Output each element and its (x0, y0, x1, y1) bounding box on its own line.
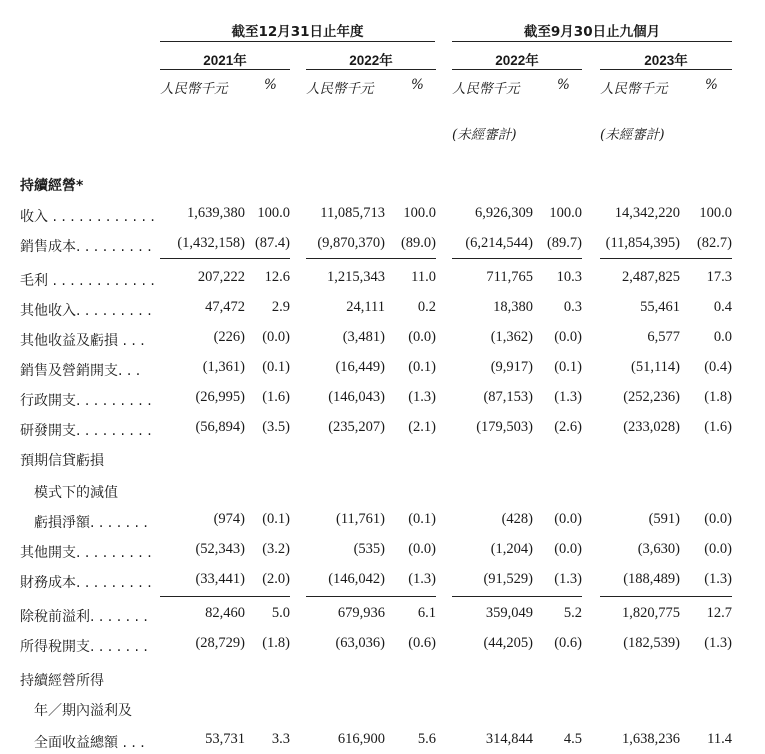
row-label: 毛利 . . . . . . . . . . . . (20, 273, 155, 289)
cell-amount-2022: (235,207) (328, 419, 385, 435)
cell-pct-2022-nine-months: (0.6) (554, 635, 582, 651)
cell-pct-2021: (2.0) (262, 571, 290, 587)
cell-amount-2021: 47,472 (205, 299, 245, 315)
cell-amount-2023-nine-months: 6,577 (647, 329, 680, 345)
cell-pct-2023-nine-months: 11.4 (707, 731, 732, 747)
subtotal-rule (306, 596, 436, 597)
cell-pct-2022-nine-months: (1.3) (554, 571, 582, 587)
cell-pct-2022: (0.1) (408, 359, 436, 375)
cell-pct-2023-nine-months: 17.3 (706, 269, 732, 285)
cell-pct-2021: 12.6 (264, 269, 290, 285)
cell-amount-2022-nine-months: (9,917) (490, 359, 533, 375)
cell-amount-2021: 53,731 (205, 731, 245, 747)
section-title-continuing-operations: 持續經營* (20, 178, 84, 194)
row-label: 所得稅開支. . . . . . . (20, 639, 148, 655)
cell-amount-2021: (28,729) (195, 635, 245, 651)
cell-pct-2022: (0.1) (408, 511, 436, 527)
cell-pct-2022: (0.0) (408, 329, 436, 345)
group-title-year-end: 截至12月31日止年度 (231, 24, 364, 40)
cell-amount-2021: (56,894) (195, 419, 245, 435)
cell-pct-2023-nine-months: 0.0 (713, 329, 732, 345)
row-label: 模式下的減值 (34, 485, 118, 501)
cell-pct-2022-nine-months: (1.3) (554, 389, 582, 405)
cell-pct-2021: 3.3 (271, 731, 290, 747)
cell-amount-2022-nine-months: (1,204) (490, 541, 533, 557)
cell-pct-2022-nine-months: 100.0 (549, 205, 582, 221)
row-label: 收入 . . . . . . . . . . . . (20, 209, 155, 225)
cell-amount-2023-nine-months: (252,236) (623, 389, 680, 405)
cell-amount-2021: (52,343) (195, 541, 245, 557)
row-label: 研發開支. . . . . . . . . (20, 423, 152, 439)
cell-pct-2022-nine-months: (0.1) (554, 359, 582, 375)
year-header-2022-nine-months: 2022年 (495, 53, 539, 68)
unaudited-note-2023: (未經審計) (600, 127, 665, 143)
group-title-nine-months: 截至9月30日止九個月 (523, 24, 661, 40)
cell-amount-2021: (974) (213, 511, 245, 527)
cell-pct-2022-nine-months: 5.2 (563, 605, 582, 621)
cell-amount-2022: (9,870,370) (317, 235, 385, 251)
cell-pct-2023-nine-months: (0.4) (704, 359, 732, 375)
cell-pct-2022: (0.6) (408, 635, 436, 651)
cell-amount-2022-nine-months: (6,214,544) (465, 235, 533, 251)
cell-amount-2022: (535) (353, 541, 385, 557)
year-header-2021: 2021年 (203, 53, 247, 68)
cell-amount-2021: 207,222 (197, 269, 245, 285)
cell-amount-2022: 11,085,713 (320, 205, 385, 221)
unit-pct-2022-nine-months: % (557, 77, 570, 93)
row-label: 其他開支. . . . . . . . . (20, 545, 152, 561)
unit-amount-2022-nine-months: 人民幣千元 (452, 81, 520, 97)
cell-amount-2022-nine-months: 18,380 (493, 299, 533, 315)
subtotal-rule (160, 596, 290, 597)
cell-amount-2021: (1,361) (202, 359, 245, 375)
cell-pct-2022-nine-months: 10.3 (556, 269, 582, 285)
cell-amount-2022: (11,761) (336, 511, 385, 527)
cell-amount-2023-nine-months: 2,487,825 (622, 269, 680, 285)
cell-amount-2023-nine-months: 1,820,775 (622, 605, 680, 621)
cell-pct-2022-nine-months: (0.0) (554, 329, 582, 345)
unit-pct-2022: % (411, 77, 424, 93)
subtotal-rule (452, 596, 582, 597)
cell-pct-2022: (1.3) (408, 389, 436, 405)
cell-amount-2022-nine-months: (91,529) (483, 571, 533, 587)
cell-amount-2023-nine-months: (51,114) (631, 359, 680, 375)
cell-amount-2022: 679,936 (337, 605, 385, 621)
group-rule-year-end (160, 41, 435, 42)
subtotal-rule (600, 596, 732, 597)
cell-pct-2021: (1.8) (262, 635, 290, 651)
unaudited-note-2022: (未經審計) (452, 127, 517, 143)
cell-amount-2022: (16,449) (335, 359, 385, 375)
cell-pct-2021: 2.9 (271, 299, 290, 315)
cell-amount-2022-nine-months: (179,503) (476, 419, 533, 435)
subtotal-rule (600, 258, 732, 259)
cell-pct-2022: 5.6 (417, 731, 436, 747)
year-header-2023-nine-months: 2023年 (644, 53, 688, 68)
cell-amount-2022-nine-months: 6,926,309 (475, 205, 533, 221)
subtotal-rule (306, 258, 436, 259)
cell-amount-2023-nine-months: (11,854,395) (605, 235, 680, 251)
cell-pct-2022-nine-months: (0.0) (554, 511, 582, 527)
cell-pct-2022: (89.0) (400, 235, 436, 251)
cell-amount-2022-nine-months: (44,205) (483, 635, 533, 651)
cell-pct-2021: (0.1) (262, 359, 290, 375)
cell-amount-2023-nine-months: (182,539) (623, 635, 680, 651)
cell-pct-2021: 5.0 (271, 605, 290, 621)
unit-pct-2021: % (264, 77, 277, 93)
cell-amount-2022-nine-months: (1,362) (490, 329, 533, 345)
cell-pct-2023-nine-months: (0.0) (704, 511, 732, 527)
subtotal-rule (452, 258, 582, 259)
cell-pct-2023-nine-months: (82.7) (696, 235, 732, 251)
year-rule-2022 (306, 69, 436, 70)
subtotal-rule (160, 258, 290, 259)
cell-amount-2022-nine-months: 359,049 (485, 605, 533, 621)
cell-pct-2022-nine-months: 0.3 (563, 299, 582, 315)
cell-amount-2021: 82,460 (205, 605, 245, 621)
cell-pct-2023-nine-months: 12.7 (706, 605, 732, 621)
cell-amount-2023-nine-months: 55,461 (640, 299, 680, 315)
row-label: 預期信貸虧損 (20, 453, 104, 469)
unit-pct-2023-nine-months: % (705, 77, 718, 93)
row-label: 財務成本. . . . . . . . . (20, 575, 152, 591)
cell-amount-2021: (1,432,158) (177, 235, 245, 251)
cell-amount-2022: (3,481) (342, 329, 385, 345)
cell-amount-2023-nine-months: (3,630) (637, 541, 680, 557)
row-label: 銷售成本. . . . . . . . . (20, 239, 152, 255)
cell-pct-2023-nine-months: (0.0) (704, 541, 732, 557)
cell-amount-2022-nine-months: 711,765 (486, 269, 533, 285)
cell-pct-2022: (1.3) (408, 571, 436, 587)
cell-amount-2022: 1,215,343 (327, 269, 385, 285)
unit-amount-2022: 人民幣千元 (306, 81, 374, 97)
cell-pct-2022-nine-months: (89.7) (546, 235, 582, 251)
row-label: 全面收益總額 . . . (34, 735, 145, 751)
cell-amount-2023-nine-months: 14,342,220 (614, 205, 680, 221)
cell-pct-2023-nine-months: (1.3) (704, 571, 732, 587)
year-header-2022: 2022年 (349, 53, 393, 68)
cell-pct-2022: 0.2 (417, 299, 436, 315)
cell-amount-2022: 24,111 (346, 299, 385, 315)
unit-amount-2021: 人民幣千元 (160, 81, 228, 97)
cell-pct-2021: 100.0 (257, 205, 290, 221)
cell-pct-2022: 6.1 (417, 605, 436, 621)
row-label: 除稅前溢利. . . . . . . (20, 609, 148, 625)
year-rule-2023-nine-months (600, 69, 732, 70)
cell-amount-2022: (146,042) (328, 571, 385, 587)
cell-amount-2021: (226) (213, 329, 245, 345)
year-rule-2022-nine-months (452, 69, 582, 70)
cell-pct-2022: 11.0 (411, 269, 436, 285)
row-label: 其他收入. . . . . . . . . (20, 303, 152, 319)
cell-amount-2023-nine-months: (188,489) (623, 571, 680, 587)
cell-amount-2021: (26,995) (195, 389, 245, 405)
year-rule-2021 (160, 69, 290, 70)
row-label: 行政開支. . . . . . . . . (20, 393, 152, 409)
row-label: 年／期內溢利及 (34, 703, 132, 719)
row-label: 銷售及營銷開支. . . (20, 363, 141, 379)
cell-amount-2021: (33,441) (195, 571, 245, 587)
cell-pct-2021: (3.5) (262, 419, 290, 435)
row-label: 其他收益及虧損 . . . (20, 333, 145, 349)
cell-amount-2022: (63,036) (335, 635, 385, 651)
cell-pct-2022-nine-months: 4.5 (563, 731, 582, 747)
cell-amount-2023-nine-months: (233,028) (623, 419, 680, 435)
cell-pct-2021: (1.6) (262, 389, 290, 405)
cell-pct-2022: 100.0 (403, 205, 436, 221)
row-label: 持續經營所得 (20, 673, 104, 689)
cell-pct-2023-nine-months: (1.3) (704, 635, 732, 651)
cell-pct-2022-nine-months: (2.6) (554, 419, 582, 435)
cell-pct-2023-nine-months: (1.8) (704, 389, 732, 405)
unit-amount-2023-nine-months: 人民幣千元 (600, 81, 668, 97)
group-rule-nine-months (452, 41, 732, 42)
cell-pct-2021: (3.2) (262, 541, 290, 557)
cell-amount-2022: 616,900 (337, 731, 385, 747)
cell-amount-2022: (146,043) (328, 389, 385, 405)
cell-amount-2021: 1,639,380 (187, 205, 245, 221)
cell-pct-2023-nine-months: 100.0 (699, 205, 732, 221)
row-label: 虧損淨額. . . . . . . (34, 515, 148, 531)
cell-amount-2022-nine-months: 314,844 (485, 731, 533, 747)
cell-amount-2022-nine-months: (87,153) (483, 389, 533, 405)
cell-amount-2023-nine-months: (591) (648, 511, 680, 527)
cell-pct-2021: (0.0) (262, 329, 290, 345)
cell-pct-2022: (0.0) (408, 541, 436, 557)
cell-amount-2022-nine-months: (428) (501, 511, 533, 527)
cell-pct-2022: (2.1) (408, 419, 436, 435)
cell-pct-2021: (87.4) (254, 235, 290, 251)
cell-amount-2023-nine-months: 1,638,236 (622, 731, 680, 747)
cell-pct-2022-nine-months: (0.0) (554, 541, 582, 557)
cell-pct-2023-nine-months: 0.4 (713, 299, 732, 315)
cell-pct-2023-nine-months: (1.6) (704, 419, 732, 435)
cell-pct-2021: (0.1) (262, 511, 290, 527)
